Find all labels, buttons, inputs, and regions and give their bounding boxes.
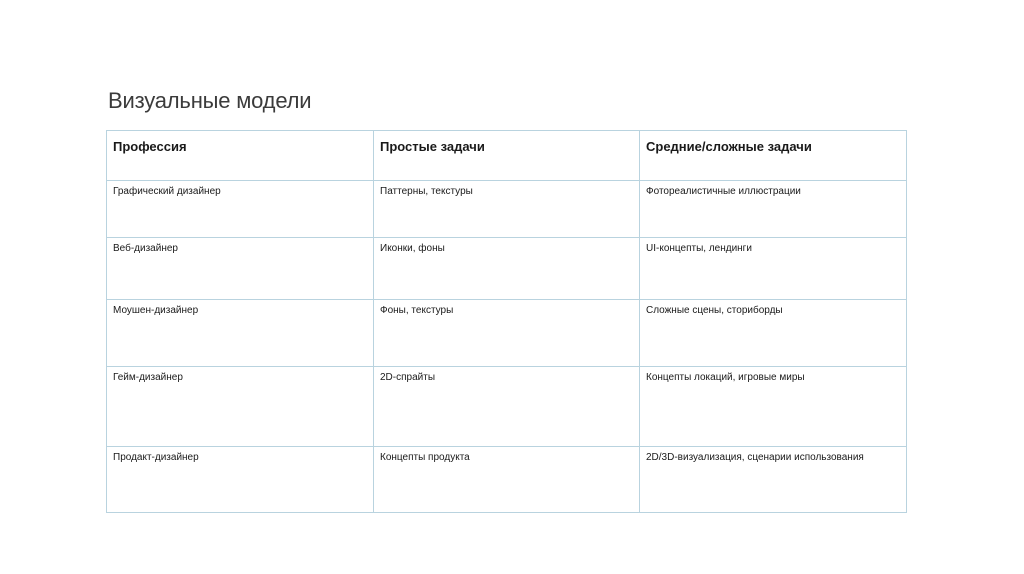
header-profession: Профессия: [107, 131, 374, 181]
table-row: [107, 447, 907, 513]
table-row: [107, 367, 907, 447]
cell-complex-tasks: Фотореалистичные иллюстрации: [640, 181, 907, 238]
header-complex-tasks: Средние/сложные задачи: [640, 131, 907, 181]
table-header-row: [107, 131, 907, 181]
cell-complex-tasks: Сложные сцены, сториборды: [640, 300, 907, 367]
cell-profession: Продакт-дизайнер: [107, 447, 374, 513]
table-row: [107, 181, 907, 238]
cell-complex-tasks: 2D/3D-визуализация, сценарии использования: [640, 447, 907, 513]
cell-simple-tasks: Иконки, фоны: [374, 238, 640, 300]
cell-simple-tasks: Паттерны, текстуры: [374, 181, 640, 238]
professions-table: [106, 130, 907, 513]
cell-profession: Моушен-дизайнер: [107, 300, 374, 367]
cell-profession: Веб-дизайнер: [107, 238, 374, 300]
cell-profession: Графический дизайнер: [107, 181, 374, 238]
cell-complex-tasks: UI-концепты, лендинги: [640, 238, 907, 300]
header-simple-tasks: Простые задачи: [374, 131, 640, 181]
cell-simple-tasks: Концепты продукта: [374, 447, 640, 513]
cell-simple-tasks: Фоны, текстуры: [374, 300, 640, 367]
cell-simple-tasks: 2D-спрайты: [374, 367, 640, 447]
table-row: [107, 300, 907, 367]
table-row: [107, 238, 907, 300]
cell-complex-tasks: Концепты локаций, игровые миры: [640, 367, 907, 447]
page-title: Визуальные модели: [108, 88, 312, 113]
cell-profession: Гейм-дизайнер: [107, 367, 374, 447]
